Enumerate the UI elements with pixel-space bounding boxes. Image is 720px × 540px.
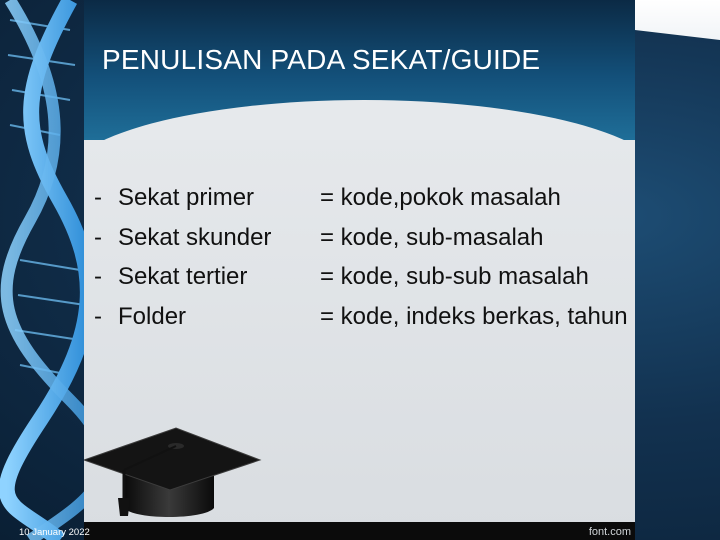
list-bullet: - — [94, 263, 102, 290]
list-bullet: - — [94, 223, 102, 251]
item-definition: = kode, sub-masalah — [320, 223, 544, 251]
item-label: Folder — [118, 302, 187, 330]
definition-list — [94, 184, 628, 342]
item-label: Sekat skunder — [118, 223, 272, 251]
footer-date: 10 January 2022 — [19, 527, 90, 538]
list-item — [94, 263, 624, 303]
graduation-cap-icon — [84, 420, 264, 522]
slide-title: PENULISAN PADA SEKAT/GUIDE — [102, 44, 541, 75]
item-definition: = kode, indeks berkas, tahun — [320, 302, 628, 330]
item-definition: = kode,pokok masalah — [320, 184, 561, 211]
item-definition: = kode, sub-sub masalah — [320, 263, 589, 290]
list-item — [94, 224, 624, 264]
item-label: Sekat tertier — [118, 263, 248, 290]
list-item — [94, 184, 624, 224]
slide-footer-bar — [84, 522, 635, 540]
image-credit: font.com — [588, 526, 631, 538]
item-label: Sekat primer — [118, 184, 255, 211]
list-bullet: - — [94, 184, 102, 211]
list-bullet: - — [94, 302, 102, 330]
list-item — [94, 302, 628, 343]
